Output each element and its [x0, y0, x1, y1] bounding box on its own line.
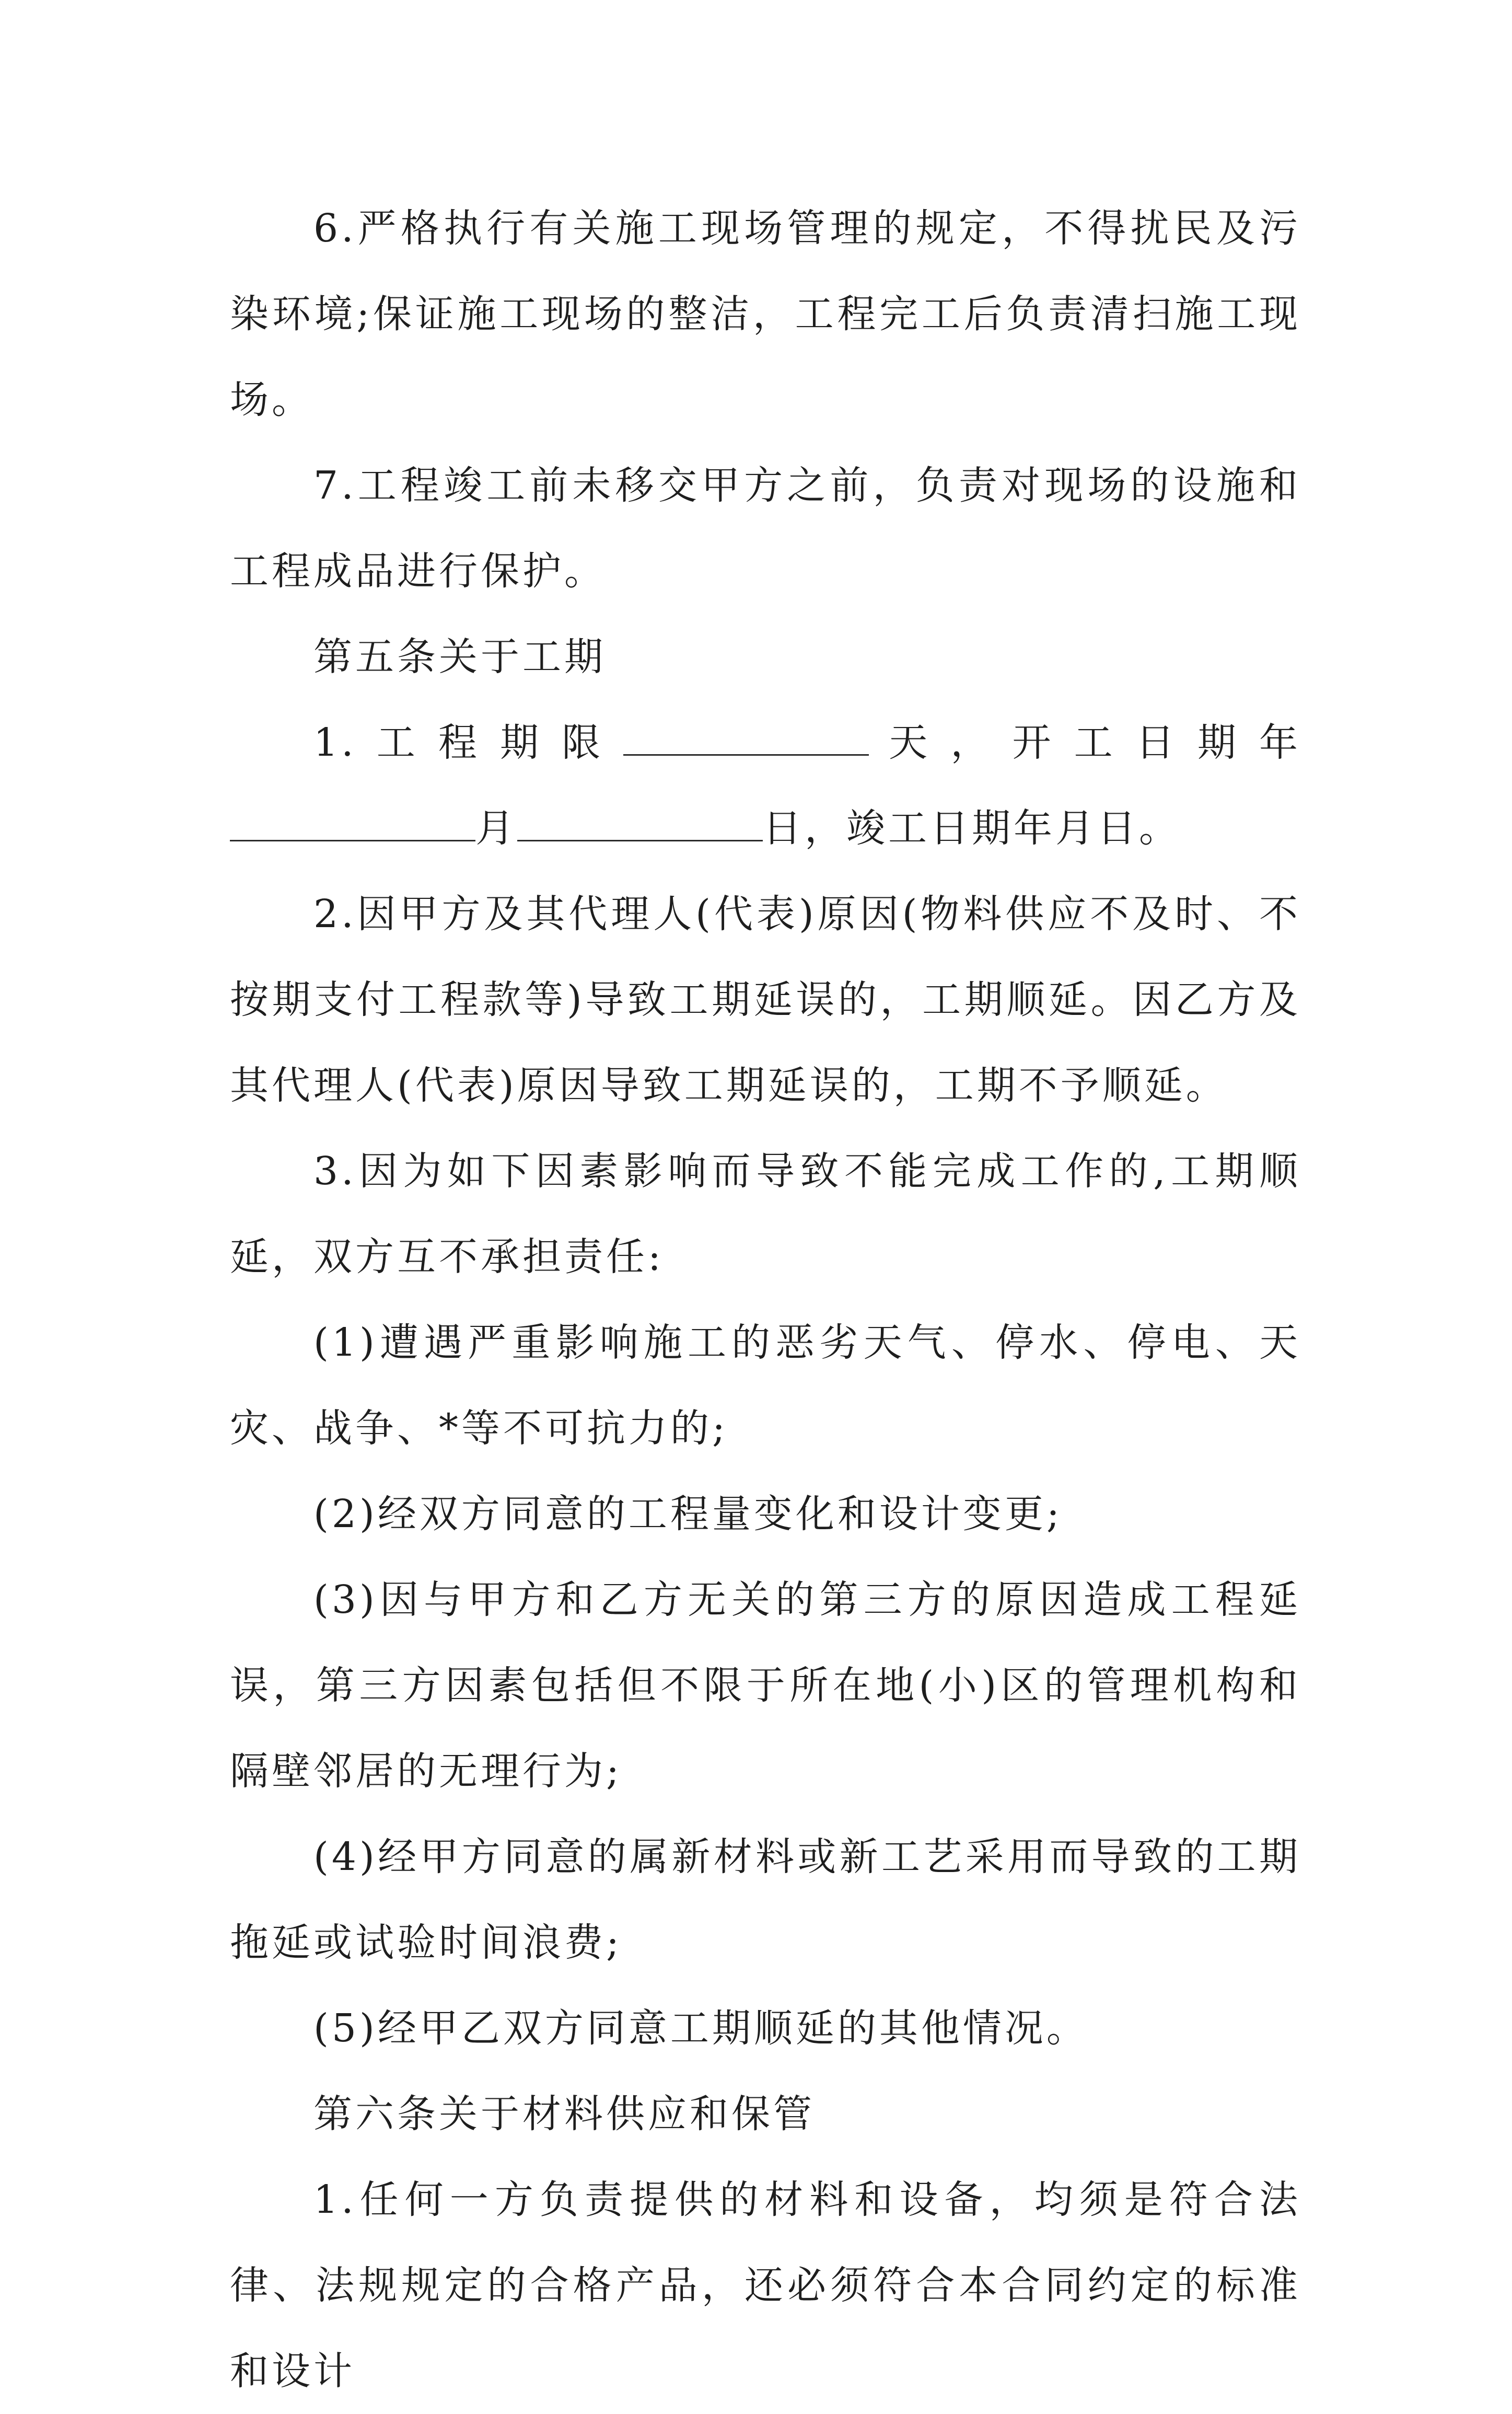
period-text-4: 日，竣工日期年月日。 [763, 806, 1181, 851]
blank-days [623, 712, 869, 756]
document-body [230, 186, 1301, 2414]
paragraph-delay-party-a: 2.因甲方及其代理人(代表)原因(物料供应不及时、不按期支付工程款等)导致工期延误的，工期顺延。因乙方及其代理人(代表)原因导致工期延误的，工期不予顺延。 [230, 892, 1301, 1108]
heading-article-5: 第五条关于工期 [313, 634, 606, 679]
paragraph-delay-factors: 3.因为如下因素影响而导致不能完成工作的,工期顺延，双方互不承担责任: [230, 1149, 1301, 1279]
heading-article-6: 第六条关于材料供应和保管 [313, 2092, 815, 2136]
paragraph-clause-6: 6.严格执行有关施工现场管理的规定，不得扰民及污染环境;保证施工现场的整洁，工程完工后负责清扫施工现场。 [230, 206, 1301, 422]
blank-year [230, 798, 475, 841]
paragraph-clause-7: 7.工程竣工前未移交甲方之前，负责对现场的设施和工程成品进行保护。 [230, 463, 1301, 594]
paragraph-factor-3: (3)因与甲方和乙方无关的第三方的原因造成工程延误，第三方因素包括但不限于所在地(小)区的管理机构和隔壁邻居的无理行为; [230, 1577, 1301, 1794]
paragraph-period-clause [230, 700, 1301, 871]
paragraph-factor-1: (1)遭遇严重影响施工的恶劣天气、停水、停电、天灾、战争、*等不可抗力的; [230, 1320, 1301, 1451]
paragraph-factor-5: (5)经甲乙双方同意工期顺延的其他情况。 [313, 2006, 1088, 2051]
period-text-3: 月 [475, 806, 517, 851]
period-text-1: 1.工程期限 [313, 720, 624, 765]
paragraph-materials-1: 1.任何一方负责提供的材料和设备，均须是符合法律、法规规定的合格产品，还必须符合本合同约定的标准和设计 [230, 2177, 1301, 2394]
period-text-2: 天，开工日期年 [869, 720, 1301, 765]
paragraph-factor-4: (4)经甲方同意的属新材料或新工艺采用而导致的工期拖延或试验时间浪费; [230, 1834, 1301, 1965]
paragraph-factor-2: (2)经双方同意的工程量变化和设计变更; [313, 1492, 1063, 1537]
blank-month [517, 798, 763, 841]
